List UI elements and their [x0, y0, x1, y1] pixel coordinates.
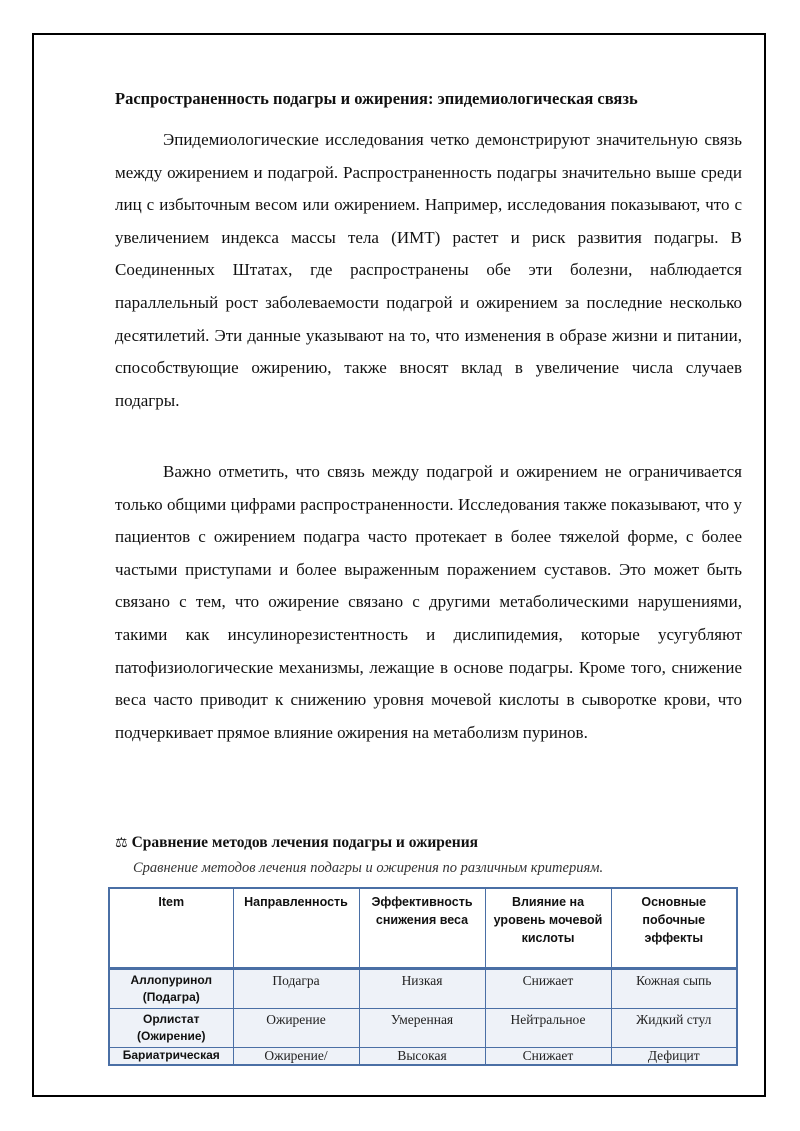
- table-row: [109, 1048, 737, 1066]
- table-cell: Снижает: [485, 969, 611, 1009]
- table-header-row: [109, 888, 737, 969]
- table-title-text: Сравнение методов лечения подагры и ожирения: [131, 834, 479, 851]
- table-cell: Высокая: [359, 1048, 485, 1066]
- table-row: [109, 969, 737, 1009]
- paragraph-1: Эпидемиологические исследования четко демонстрируют значительную связь между ожирением и подагрой. Распространенность подагры значительно выше среди лиц с избыточным весом или ожирением. Например, исследования показывают, что с увеличением индекса массы тела (ИМТ) растет и риск развития подагры. В Соединенных Штатах, где распространены обе эти болезни, наблюдается параллельный рост заболеваемости подагрой и ожирением за последние несколько десятилетий. Эти данные указывают на то, что изменения в образе жизни и питании, способствующие ожирению, также вносят вклад в увеличение числа случаев подагры.: [115, 130, 742, 410]
- header-cell: Эффективность снижения веса: [359, 888, 485, 969]
- table-cell: Низкая: [359, 969, 485, 1009]
- table-row: [109, 1009, 737, 1048]
- comparison-table: [108, 887, 738, 1066]
- row-header-cell: Бариатрическая: [109, 1048, 233, 1066]
- table-cell: Нейтральное: [485, 1009, 611, 1048]
- header-cell: Item: [109, 888, 233, 969]
- table-cell: Снижает: [485, 1048, 611, 1066]
- row-header-cell: Орлистат (Ожирение): [109, 1009, 233, 1048]
- table-caption: Сравнение методов лечения подагры и ожирения по различным критериям.: [133, 860, 604, 876]
- table-cell: Жидкий стул: [611, 1009, 737, 1048]
- header-cell: Влияние на уровень мочевой кислоты: [485, 888, 611, 969]
- table-cell: Ожирение/: [233, 1048, 359, 1066]
- scale-icon: ⚖: [115, 835, 128, 851]
- header-cell: Направленность: [233, 888, 359, 969]
- section-heading: Распространенность подагры и ожирения: эпидемиологическая связь: [115, 89, 638, 108]
- table-cell: Подагра: [233, 969, 359, 1009]
- table-cell: Умеренная: [359, 1009, 485, 1048]
- paragraph-2: Важно отметить, что связь между подагрой и ожирением не ограничивается только общими цифрами распространенности. Исследования также показывают, что у пациентов с ожирением подагра часто протекает в более тяжелой форме, с более частыми приступами и более выраженным поражением суставов. Это может быть связано с тем, что ожирение связано с другими метаболическими нарушениями, такими как инсулинорезистентность и дислипидемия, которые усугубляют патофизиологические механизмы, лежащие в основе подагры. Кроме того, снижение веса часто приводит к снижению уровня мочевой кислоты в сыворотке крови, что подчеркивает прямое влияние ожирения на метаболизм пуринов.: [115, 462, 742, 742]
- row-header-cell: Аллопуринол (Подагра): [109, 969, 233, 1009]
- table-title: [115, 832, 742, 854]
- header-cell: Основные побочные эффекты: [611, 888, 737, 969]
- table-cell: Кожная сыпь: [611, 969, 737, 1009]
- table-cell: Ожирение: [233, 1009, 359, 1048]
- table-cell: Дефицит: [611, 1048, 737, 1066]
